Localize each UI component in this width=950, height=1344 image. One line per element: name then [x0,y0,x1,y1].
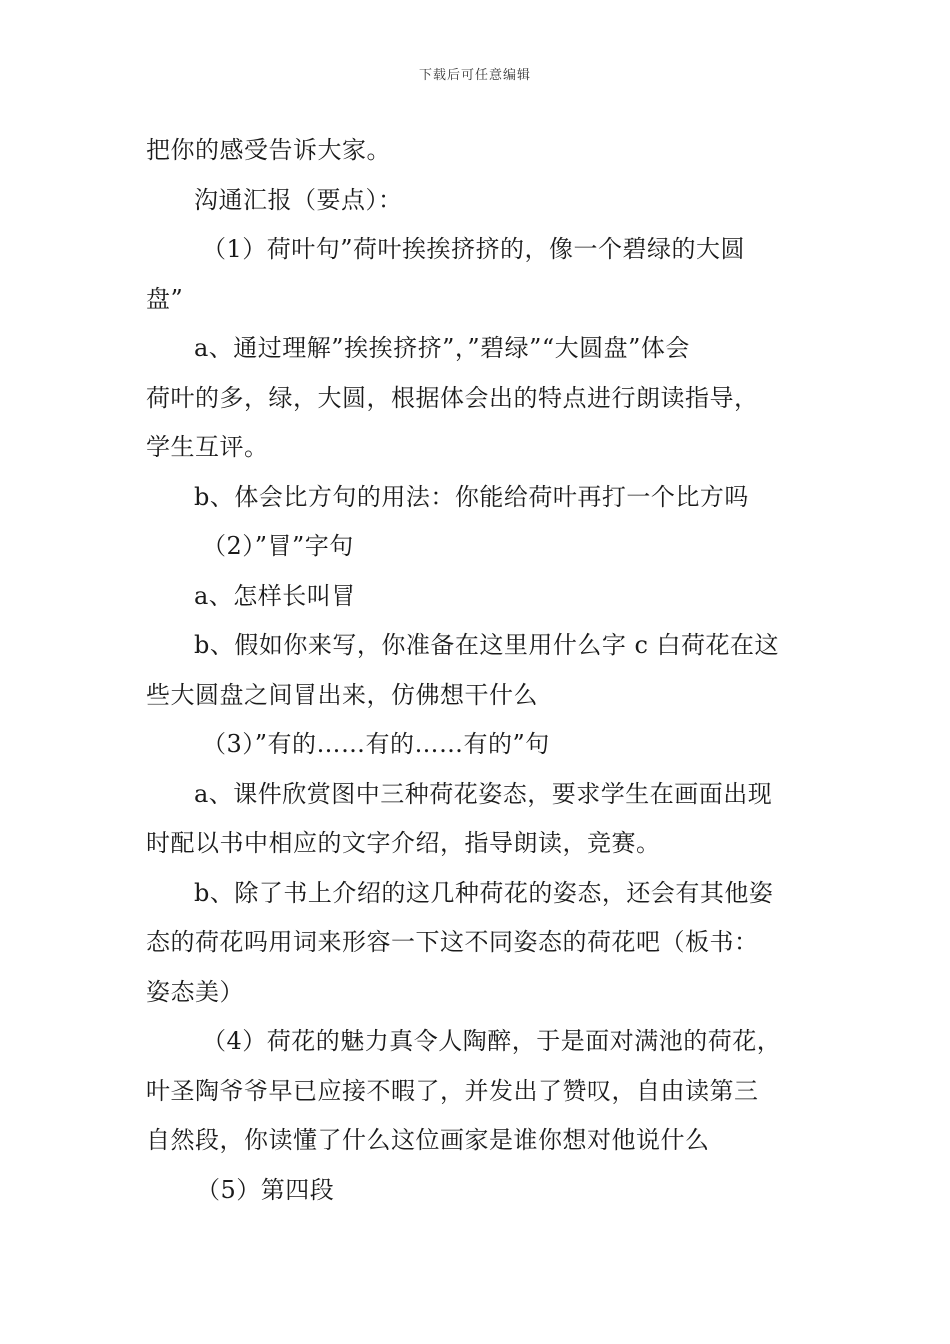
text-line: 叶圣陶爷爷早已应接不暇了，并发出了赞叹，自由读第三 [146,1076,759,1105]
text-line: b、体会比方句的用法：你能给荷叶再打一个比方吗 [194,482,749,511]
page-header: 下载后可任意编辑 [418,68,531,83]
text-line: 时配以书中相应的文字介绍，指导朗读，竞赛。 [146,829,661,857]
text-line: 些大圆盘之间冒出来，仿佛想干什么 [146,680,538,709]
item-heading-4: （4）荷花的魅力真令人陶醉，于是面对满池的荷花， [202,1027,782,1055]
text-line: 把你的感受告诉大家。 [146,136,391,164]
document-body [146,126,810,1215]
section-heading: 沟通汇报（要点）： [194,185,403,214]
item-heading-5: （5）第四段 [196,1175,335,1204]
text-line: 自然段，你读懂了什么这位画家是谁你想对他说什么 [146,1126,710,1154]
text-line: a、怎样长叫冒 [194,581,356,610]
text-line: 盘” [146,284,184,313]
text-line: a、课件欣赏图中三种荷花姿态，要求学生在画面出现 [194,779,773,808]
text-line: 学生互评。 [146,433,269,461]
text-line: b、除了书上介绍的这几种荷花的姿态，还会有其他姿 [194,878,774,907]
text-line: 态的荷花吗用词来形容一下这不同姿态的荷花吧（板书： [146,928,759,956]
text-line: 姿态美） [146,977,244,1006]
item-heading-3: （3）”有的……有的……有的”句 [202,730,550,758]
item-heading-1: （1）荷叶句”荷叶挨挨挤挤的，像一个碧绿的大圆 [202,235,746,263]
text-line: a、通过理解”挨挨挤挤”，”碧绿”“大圆盘”体会 [194,334,690,362]
item-heading-2: （2）”冒”字句 [202,532,354,560]
text-line: b、假如你来写，你准备在这里用什么字 c 白荷花在这 [194,631,780,659]
text-line: 荷叶的多，绿，大圆，根据体会出的特点进行朗读指导， [146,383,759,412]
